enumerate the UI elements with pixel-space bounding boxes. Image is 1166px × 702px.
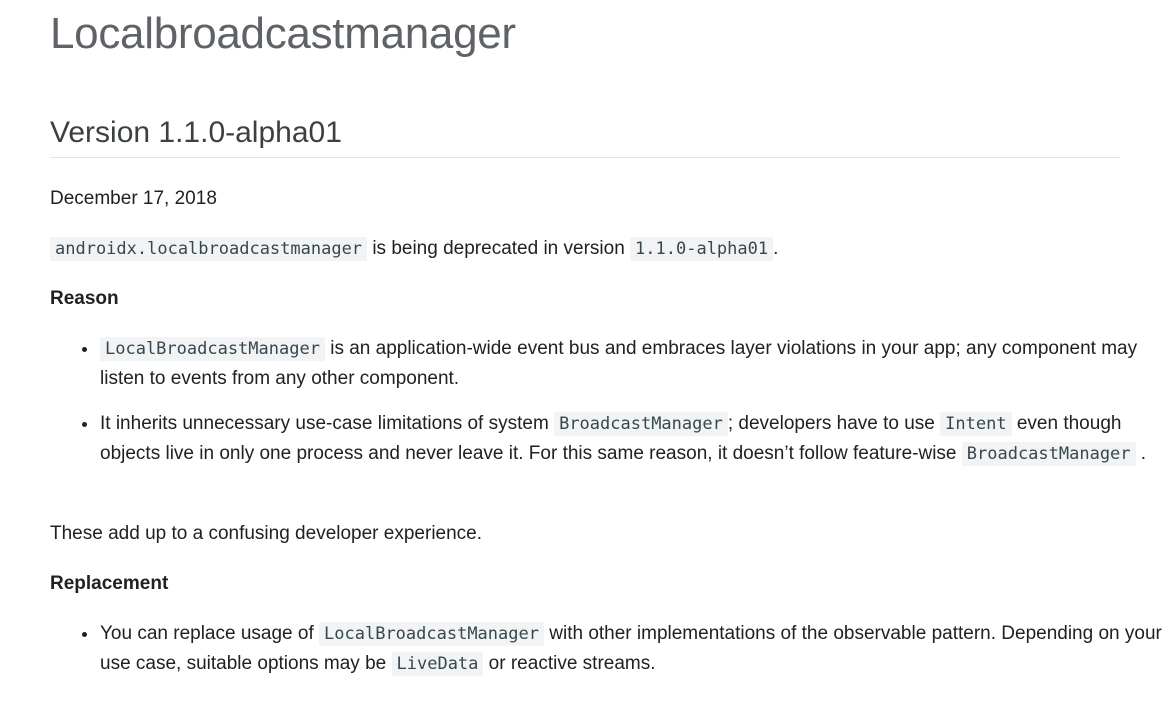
- class-name-code: LiveData: [392, 652, 484, 676]
- reason-text: It inherits unnecessary use-case limitations of system: [100, 413, 555, 434]
- version-heading: Version 1.1.0-alpha01: [50, 113, 1120, 158]
- replacement-heading: [50, 569, 1120, 599]
- intro-period: .: [773, 238, 779, 259]
- class-name-code: LocalBroadcastManager: [100, 337, 325, 361]
- replacement-text: with other implementations of the observable pattern. Depending on your use case, suitable options may be: [100, 623, 1162, 674]
- class-name-code: BroadcastManager: [554, 412, 728, 436]
- reason-text: .: [1135, 443, 1147, 464]
- class-name-code: Intent: [940, 412, 1011, 436]
- reason-heading-text: Reason: [50, 288, 119, 309]
- page-title: Localbroadcastmanager: [50, 9, 516, 58]
- reason-text: ; developers have to use: [727, 413, 941, 434]
- package-name-code: androidx.localbroadcastmanager: [50, 237, 367, 261]
- reason-text: even though objects live in only one process and never leave it. For this same reason, it doesn’t follow feature-wise: [100, 413, 1122, 464]
- reason-text: is an application-wide event bus and embraces layer violations in your app; any component may listen to events from any other component.: [100, 338, 1138, 389]
- replacement-text: You can replace usage of: [100, 623, 320, 644]
- reason-heading: [50, 284, 1120, 314]
- summary-text: These add up to a confusing developer experience.: [50, 523, 483, 544]
- reason-item: [100, 334, 1166, 394]
- deprecation-intro: [50, 234, 1120, 264]
- reason-item: [100, 409, 1166, 469]
- version-code: 1.1.0-alpha01: [630, 237, 773, 261]
- replacement-list: [50, 619, 1166, 679]
- replacement-heading-text: Replacement: [50, 573, 169, 594]
- release-date: December 17, 2018: [50, 188, 217, 209]
- reason-list: [50, 334, 1166, 469]
- class-name-code: LocalBroadcastManager: [319, 622, 544, 646]
- class-name-code: BroadcastManager: [962, 442, 1136, 466]
- replacement-item: [100, 619, 1166, 679]
- intro-text: is being deprecated in version: [367, 238, 631, 259]
- replacement-text: or reactive streams.: [483, 653, 656, 674]
